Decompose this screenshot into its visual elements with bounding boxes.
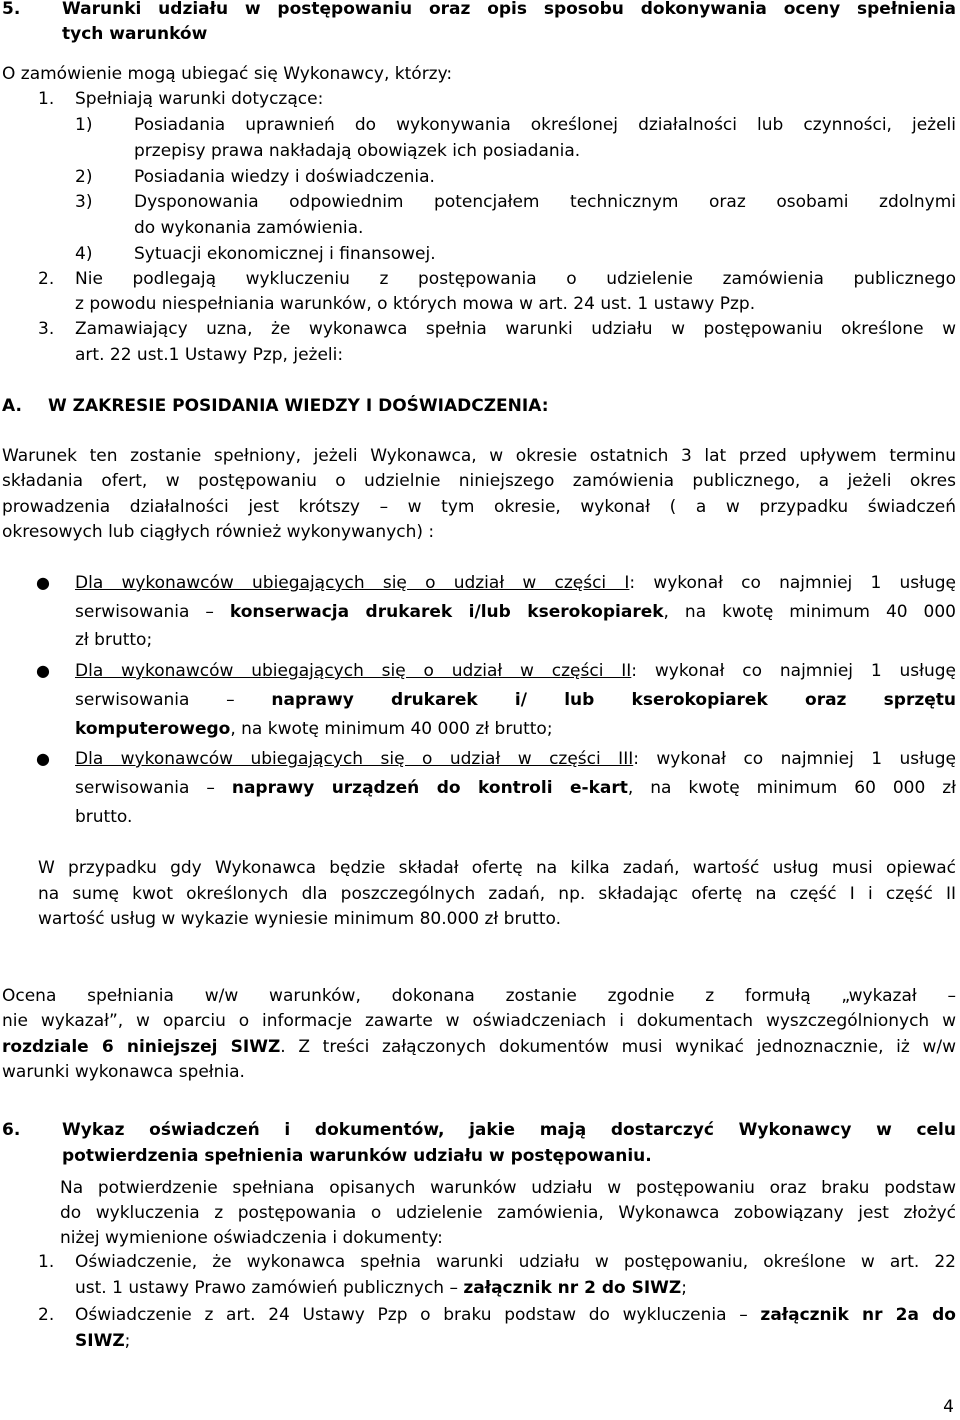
bullet-3-line1: [75, 746, 956, 772]
s6-item-2-line2-bold: SIWZ: [75, 1331, 125, 1351]
bullet-1-line2-bold: konserwacja drukarek i/lub kserokopiarek: [229, 602, 664, 622]
bullet-3-rest: : wykonał co najmniej 1 usługę: [633, 749, 956, 769]
s6-item-1-line1: Oświadczenie, że wykonawca spełnia warunki udziału w postępowaniu, określone w art. 22: [75, 1252, 956, 1272]
bullet-3-line2-pre: serwisowania –: [75, 778, 232, 798]
section-6-intro-line1: Na potwierdzenie spełniana opisanych warunków udziału w postępowaniu oraz braku podstaw: [60, 1178, 956, 1198]
item-2-line2: z powodu niespełniania warunków, o których mowa w art. 24 ust. 1 ustawy Pzp.: [75, 294, 756, 314]
assessment-line4: warunki wykonawca spełnia.: [2, 1062, 245, 1082]
assessment-line3-bold: rozdziale 6 niniejszej SIWZ: [2, 1037, 281, 1057]
s6-item-2-line1-bold: załącznik nr 2a do: [760, 1305, 956, 1325]
subitem-1-number: 1): [75, 115, 93, 135]
subitem-1-line1: Posiadania uprawnień do wykonywania określonej działalności lub czynności, jeżeli: [134, 115, 956, 135]
item-2-line1: Nie podlegają wykluczeniu z postępowania o udzielenie zamówienia publicznego: [75, 269, 956, 289]
section-a-para-line2: składania ofert, w postępowaniu o udzielnie niniejszego zamówienia publicznego, a jeżeli okres: [2, 471, 956, 491]
bullet-3-underline: Dla wykonawców ubiegających się o udział w części III: [75, 749, 634, 769]
bullet-1-rest: : wykonał co najmniej 1 usługę: [629, 573, 956, 593]
bullet-1-line2-post: , na kwotę minimum 40 000: [663, 602, 956, 622]
bullet-2-line3-bold: komputerowego: [75, 719, 231, 739]
section-6-intro-line2: do wykluczenia z postępowania o udzielenie zamówienia, Wykonawca zobowiązany jest złożyć: [60, 1203, 956, 1223]
bullet-1-line1: [75, 570, 956, 596]
assessment-line1: Ocena spełniania w/w warunków, dokonana zostanie zgodnie z formułą „wykazał –: [2, 986, 956, 1006]
bullet-icon: ●: [36, 661, 50, 680]
bullet-2-rest: : wykonał co najmniej 1 usługę: [631, 661, 956, 681]
bullet-1-underline: Dla wykonawców ubiegających się o udział w części I: [75, 573, 630, 593]
section-5-number: 5.: [2, 0, 21, 19]
assessment-line3-post: . Z treści załączonych dokumentów musi wynikać jednoznacznie, iż w/w: [280, 1037, 956, 1057]
s6-item-2-line2: [75, 1328, 130, 1354]
item-1-text: Spełniają warunki dotyczące:: [75, 89, 324, 109]
item-2-number: 2.: [38, 269, 55, 289]
subitem-3-number: 3): [75, 192, 93, 212]
page-number: 4: [943, 1397, 954, 1417]
bullet-3-line3: brutto.: [75, 807, 133, 827]
section-a-label: A.: [2, 396, 22, 416]
multi-task-line2: na sumę kwot określonych dla poszczególnych zadań, np. składając ofertę na część I i część II: [38, 884, 956, 904]
section-5-title-line1: Warunki udziału w postępowaniu oraz opis sposobu dokonywania oceny spełnienia: [62, 0, 956, 19]
s6-item-2-number: 2.: [38, 1305, 55, 1325]
bullet-2-line2: [75, 687, 956, 713]
bullet-1-line2: [75, 599, 956, 625]
assessment-line3: [2, 1034, 956, 1060]
item-1-number: 1.: [38, 89, 55, 109]
bullet-icon: ●: [36, 573, 50, 592]
section-6-title-line2: potwierdzenia spełnienia warunków udziału w postępowaniu.: [62, 1146, 652, 1166]
subitem-3-line1: Dysponowania odpowiednim potencjałem technicznym oraz osobami zdolnymi: [134, 192, 956, 212]
s6-item-1-number: 1.: [38, 1252, 55, 1272]
s6-item-1-line2-post: ;: [681, 1278, 687, 1298]
bullet-1-line3: zł brutto;: [75, 630, 153, 650]
section-5-intro: O zamówienie mogą ubiegać się Wykonawcy, którzy:: [2, 64, 453, 84]
s6-item-2-line1: [75, 1302, 956, 1328]
subitem-4-line1: Sytuacji ekonomicznej i finansowej.: [134, 244, 436, 264]
section-5-title-line2: tych warunków: [62, 24, 208, 44]
s6-item-1-line2-bold: załącznik nr 2 do SIWZ: [463, 1278, 682, 1298]
bullet-2-line3: [75, 716, 553, 742]
subitem-2-number: 2): [75, 167, 93, 187]
bullet-1-line2-pre: serwisowania –: [75, 602, 230, 622]
multi-task-line1: W przypadku gdy Wykonawca będzie składał ofertę na kilka zadań, wartość usług musi opiewać: [38, 858, 956, 878]
subitem-3-line2: do wykonania zamówienia.: [134, 218, 364, 238]
section-6-title-line1: Wykaz oświadczeń i dokumentów, jakie mają dostarczyć Wykonawcy w celu: [62, 1120, 956, 1140]
multi-task-line3: wartość usług w wykazie wyniesie minimum 80.000 zł brutto.: [38, 909, 562, 929]
subitem-1-line2: przepisy prawa nakładają obowiązek ich posiadania.: [134, 141, 581, 161]
s6-item-1-line2: [75, 1275, 687, 1301]
bullet-3-line2: [75, 775, 956, 801]
assessment-line2: nie wykazał”, w oparciu o informacje zawarte w oświadczeniach i dokumentach wyszczególnionych w: [2, 1011, 956, 1031]
bullet-2-line3-post: , na kwotę minimum 40 000 zł brutto;: [230, 719, 553, 739]
bullet-icon: ●: [36, 749, 50, 768]
s6-item-2-line2-post: ;: [124, 1331, 131, 1351]
item-3-line1: Zamawiający uzna, że wykonawca spełnia warunki udziału w postępowaniu określone w: [75, 319, 956, 339]
s6-item-2-line1-pre: Oświadczenie z art. 24 Ustawy Pzp o braku podstaw do wykluczenia –: [75, 1305, 761, 1325]
subitem-4-number: 4): [75, 244, 93, 264]
subitem-2-line1: Posiadania wiedzy i doświadczenia.: [134, 167, 435, 187]
section-a-para-line4: okresowych lub ciągłych również wykonywanych) :: [2, 522, 435, 542]
bullet-3-line2-post: , na kwotę minimum 60 000 zł: [627, 778, 956, 798]
bullet-2-line2-bold: naprawy drukarek i/ lub kserokopiarek oraz sprzętu: [271, 690, 957, 710]
bullet-3-line2-bold: naprawy urządzeń do kontroli e-kart: [231, 778, 628, 798]
section-6-number: 6.: [2, 1120, 21, 1140]
s6-item-1-line2-pre: ust. 1 ustawy Prawo zamówień publicznych –: [75, 1278, 464, 1298]
bullet-2-line2-pre: serwisowania –: [75, 690, 272, 710]
section-6-intro-line3: niżej wymienione oświadczenia i dokumenty:: [60, 1228, 443, 1248]
section-a-heading: W ZAKRESIE POSIDANIA WIEDZY I DOŚWIADCZENIA:: [48, 396, 549, 416]
bullet-2-underline: Dla wykonawców ubiegających się o udział w części II: [75, 661, 632, 681]
item-3-line2: art. 22 ust.1 Ustawy Pzp, jeżeli:: [75, 345, 344, 365]
bullet-2-line1: [75, 658, 956, 684]
section-a-para-line1: Warunek ten zostanie spełniony, jeżeli Wykonawca, w okresie ostatnich 3 lat przed upływem terminu: [2, 446, 956, 466]
item-3-number: 3.: [38, 319, 55, 339]
section-a-para-line3: prowadzenia działalności jest krótszy – w tym okresie, wykonał ( a w przypadku świadczeń: [2, 497, 956, 517]
